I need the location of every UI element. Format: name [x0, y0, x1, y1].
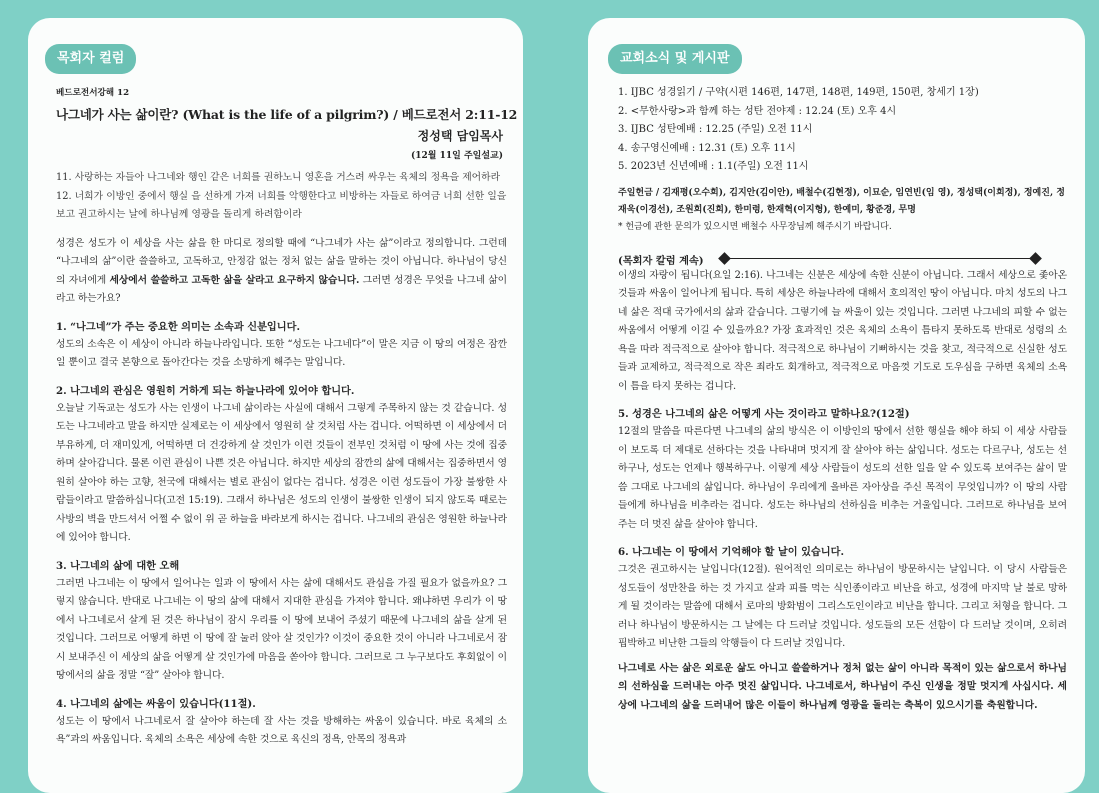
offering-note: * 헌금에 관한 문의가 있으시면 배철수 사무장님께 해주시기 바랍니다.: [618, 221, 892, 232]
news-item: 1. IJBC 성경읽기 / 구약(시편 146편, 147편, 148편, 149편, 150편, 창세기 1장): [618, 87, 979, 98]
column-continued-header: [618, 252, 1067, 267]
heading-3: 3. 나그네의 삶에 대한 오해: [56, 559, 180, 572]
right-page: [588, 18, 1085, 793]
heading-6: 6. 나그네는 이 땅에서 기억해야 할 날이 있습니다.: [618, 546, 844, 558]
news-list: [618, 84, 1067, 177]
diamond-icon: [718, 252, 731, 265]
paragraph-6: 그것은 권고하시는 날입니다(12절). 원어적인 의미로는 하나님이 방문하시는 날입니다. 이 당시 사람들은 성도들이 성만찬을 하는 것 가지고 살과 피를 먹는 식인종이라고 비난을 하고, 성경에 마지막 날 불로 망하게 될 것이라는 말씀에 대해서 로마의 방화범이 그리스도인이라고 비난을 합니다. 그리고 처형을 합니다. 그러나 하나님이 방문하시는 그 날에는 다 드러날 것입니다. 성도들의 모든 선함이 다 드러날 것이며, 오히려 핍박하고 비난한 그들의 악행들이 다 드러날 것입니다.: [618, 564, 1067, 649]
paragraph-2: 오늘날 기독교는 성도가 사는 인생이 나그네 삶이라는 사실에 대해서 그렇게 주목하지 않는 것 같습니다. 성도는 나그네라고 말을 하지만 실제로는 이 세상에서 영원히 살 것처럼 사는 겁니다. 어떡하면 이 세상에서 더 부유하게, 더 재미있게, 어떡하면 더 건강하게 살 것인가 이런 것들이 전부인 것처럼 이 땅에 사는 것에 집중하며 살아갑니다. 물론 이런 관심이 나쁜 것은 아닙니다. 하지만 세상의 잠깐의 삶에 대해서는 집중하면서 영원히 살아야 하는 고향, 천국에 대해서는 별로 관심이 없다는 겁니다. 성경은 이런 성도들이 가장 불쌍한 사람들이라고 말씀하십니다(고전 15:19). 그래서 하나님은 성도의 인생이 불쌍한 인생이 되지 않도록 때로는 사방의 벽을 만드셔서 어쩔 수 없이 위 곧 하늘을 바라보게 하시는 겁니다. 나그네의 관심은 영원한 하늘나라에 있어야 합니다.: [56, 402, 507, 543]
heading-5: 5. 성경은 나그네의 삶은 어떻게 사는 것이라고 말하나요?(12절): [618, 408, 910, 420]
left-page: [28, 18, 523, 793]
intro-paragraph: [56, 235, 507, 309]
intro-text-b: 그러면 성경은 무엇을 나그네 삶이라고 하는가요?: [56, 274, 507, 304]
section-pill-pastor-column: 목회자 컬럼: [45, 44, 136, 74]
sermon-date: (12월 11일 주일설교): [411, 151, 503, 161]
left-content: [56, 86, 518, 750]
right-content: [618, 84, 1067, 715]
paragraph-4: 성도는 이 땅에서 나그네로서 잘 살아야 하는데 잘 사는 것을 방해하는 싸움이 있습니다. 바로 육체의 소욕”과의 싸움입니다. 육체의 소욕은 세상에 속한 것으로 육신의 정욕, 안목의 정욕과: [56, 715, 507, 745]
heading-2: 2. 나그네의 관심은 영원히 거하게 되는 하늘나라에 있어야 합니다.: [56, 384, 355, 397]
heading-1: 1. “나그네”가 주는 중요한 의미는 소속과 신분입니다.: [56, 320, 301, 333]
paragraph-3: 그러면 나그네는 이 땅에서 일어나는 일과 이 땅에서 사는 삶에 대해서도 관심을 가질 필요가 없을까요? 그렇지 않습니다. 반대로 나그네는 이 땅의 삶에 대해서 지대한 관심을 가져야 합니다. 왜냐하면 우리가 이 땅에서 나그네로서 살게 된 것은 하나님이 잠시 우리를 이 땅에 보내어 주셨기 때문에 나그네의 삶을 살게 된 것입니다. 그러므로 어떻게 하면 이 땅에 잘 눌러 앉아 살 것인가? 이것이 중요한 것이 아니라 나그네로서 잠시 보내주신 이 세상의 삶을 어떻게 살 것인가에 마음을 쏟아야 합니다. 그러므로 그 누구보다도 후회없이 이 땅에서의 삶을 정말 “잘” 살아야 합니다.: [56, 577, 507, 681]
offering-names: 주일헌금 / 김재평(오수희), 김지안(김이안), 배철수(김현정), 이묘순, 임연빈(임 영), 정성택(이희정), 정예진, 정재욱(이경선), 조원희(진희), 한미령, 한재혁(이지형), 한예미, 황준경, 무명: [618, 187, 1065, 215]
verse-11: 11. 사랑하는 자들아 나그네와 행인 같은 너희를 권하노니 영혼을 거스려 싸우는 육체의 정욕을 제어하라: [56, 172, 501, 183]
news-item: 5. 2023년 신년예배 : 1.1(주일) 오전 11시: [618, 161, 809, 172]
news-item: 3. IJBC 성탄예배 : 12.25 (주일) 오전 11시: [618, 124, 813, 135]
news-item: 4. 송구영신예배 : 12.31 (토) 오후 11시: [618, 142, 796, 154]
column-continued-label: (목회자 칼럼 계속): [618, 254, 704, 267]
verse-12: 12. 너희가 이방인 중에서 행실 을 선하게 가져 너희를 악행한다고 비방하는 자들로 하여금 너희 선한 일을 보고 권고하시는 날에 하나님께 영광을 돌리게 하려함이라: [56, 190, 507, 220]
diamond-icon: [1029, 252, 1042, 265]
sermon-author: 정성택 담임목사: [417, 129, 503, 143]
offering-list: [618, 185, 1067, 219]
intro-text-bold: 세상에서 쓸쓸하고 고독한 삶을 살라고 요구하지 않습니다.: [109, 274, 360, 286]
paragraph-1: 성도의 소속은 이 세상이 아니라 하늘나라입니다. 또한 “성도는 나그네다”이 말은 지금 이 땅의 여정은 잠깐일 뿐이고 결국 본향으로 돌아간다는 것을 소망하게 해주는 말입니다.: [56, 338, 507, 368]
heading-4: 4. 나그네의 삶에는 싸움이 있습니다(11절).: [56, 697, 256, 710]
paragraph-continued: 이생의 자랑이 됩니다(요일 2:16). 나그네는 신분은 세상에 속한 신분이 아닙니다. 그래서 세상으로 좇아온 것들과 싸움이 일어나게 됩니다. 특히 세상은 하늘나라에 대해서 호의적인 땅이 아닙니다. 마치 성도의 나그네 삶은 적대 국가에서의 삶과 같습니다. 그렇기에 늘 싸울이 있는 것입니다. 그러면 나그네의 피할 수 없는 싸움에서 어떻게 이길 수 있을까요? 가장 효과적인 것은 육체의 소욕이 틈타지 못하도록 반대로 성령의 소욕을 따라 적극적으로 살아야 합니다. 적극적으로 하나님이 기뻐하시는 것을 찾고, 적극적으로 신실한 성도들과 교제하고, 적극적으로 작은 죄라도 회개하고, 적극적으로 마음껏 기도로 도우심을 구하면 육체의 소욕이 틈을 타지 못하는 겁니다.: [618, 269, 1067, 392]
paragraph-5: 12절의 말씀을 따른다면 나그네의 삶의 방식은 이 이방인의 땅에서 선한 행실을 해야 하되 이 세상 사람들이 보도록 더 제대로 선하다는 것을 나타내며 멋지게 잘 살아야 하는 삶입니다. 성도는 다르구나, 성도는 선하구나, 성도는 언제나 행복하구나. 이렇게 세상 사람들이 성도의 선한 일을 알 수 있도록 보여주는 삶이 말씀 그대로 나그네의 삶입니다. 하나님이 우리에게 올바른 자아상을 주신 목적이 무엇입니까? 이 땅의 사람들에게 하나님을 비추라는 겁니다. 성도는 하나님의 선하심을 비추는 거울입니다. 그러므로 하나님을 보여주는 더 멋진 삶을 살아야 합니다.: [618, 426, 1067, 530]
news-item: 2. <무한사랑>과 함께 하는 성탄 전야제 : 12.24 (토) 오후 4시: [618, 105, 897, 117]
divider-line: [720, 254, 1040, 264]
closing-paragraph: 나그네로 사는 삶은 외로운 삶도 아니고 쓸쓸하거나 정처 없는 삶이 아니라 목적이 있는 삶으로서 하나님의 선하심을 드러내는 아주 멋진 삶입니다. 나그네로서, 하나님이 주신 인생을 정말 멋지게 사십시다. 세상에 나그네의 삶을 드러내어 많은 이들이 하나님께 영광을 돌리는 축복이 있으시기를 축원합니다.: [618, 662, 1067, 711]
section-pill-church-news: 교회소식 및 게시판: [608, 44, 742, 74]
series-label: 베드로전서강해 12: [56, 88, 130, 98]
sermon-title: 나그네가 사는 삶이란? (What is the life of a pilgrim?) / 베드로전서 2:11-12: [56, 107, 518, 122]
intro-text-a: 성경은 성도가 이 세상을 사는 삶을 한 마디로 정의할 때에 “나그네가 사는 삶”이라고 정의합니다. 그런데 “나그네의 삶”이란 쓸쓸하고, 고독하고, 안정감 없는 정처 없는 삶을 말하는 것이 아닙니다. 하나님이 당신의 자녀에게: [56, 237, 507, 286]
